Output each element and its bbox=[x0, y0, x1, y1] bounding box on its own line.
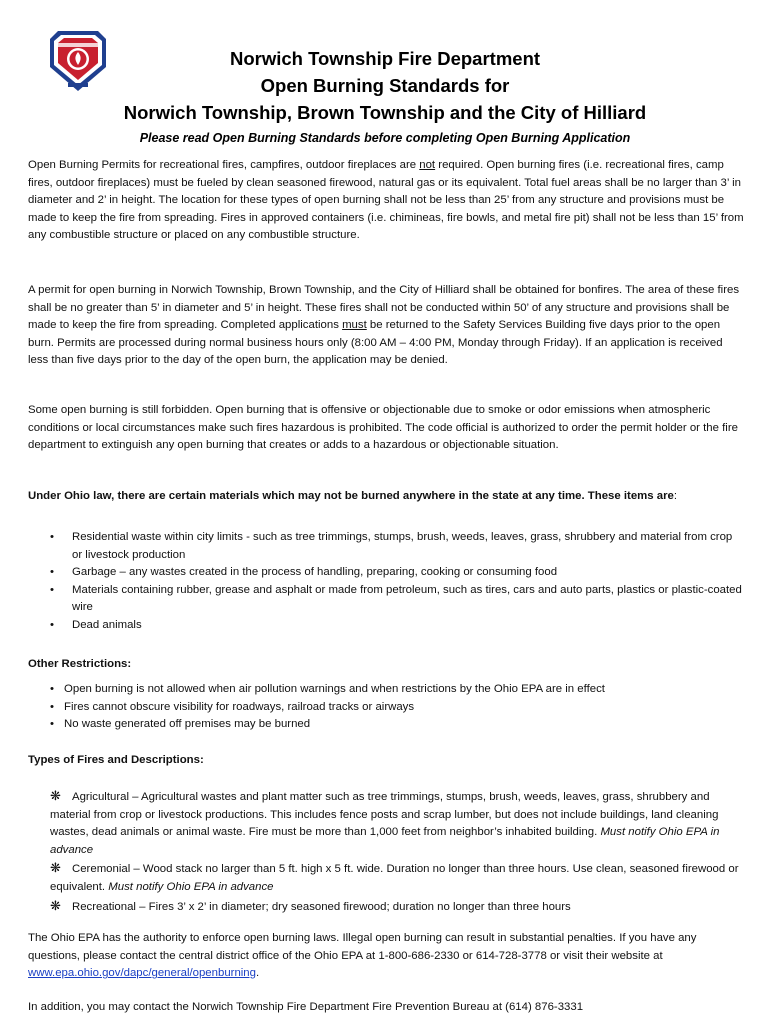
list-item bbox=[28, 681, 744, 699]
list-item bbox=[28, 859, 744, 896]
ohio-law-colon: : bbox=[673, 490, 678, 502]
material-item: Residential waste within city limits - such as tree trimmings, stumps, brush, weeds, leaves, grass, shrubbery and material from crop or livestock production bbox=[72, 531, 733, 561]
other-restrictions-heading: Other Restrictions: bbox=[28, 658, 132, 670]
list-item bbox=[28, 564, 744, 582]
bullet-icon: • bbox=[50, 566, 54, 579]
fire-type-note: Must notify Ohio EPA in advance bbox=[50, 826, 720, 856]
material-item: Garbage – any wastes created in the process of handling, preparing, cooking or consuming food bbox=[72, 566, 558, 579]
asterisk-icon: ❋ bbox=[50, 788, 61, 803]
restriction-item: No waste generated off premises may be burned bbox=[64, 718, 311, 731]
p2-text-b: be returned to the Safety Services Building five days prior to the open burn. Permits are processed during normal business hours only (8:00 AM – 4:00 PM, Monday through Friday). If an application is received less than five days prior to the day of the open burn, the application may be denied. bbox=[28, 319, 723, 367]
list-item bbox=[28, 617, 744, 635]
asterisk-icon: ❋ bbox=[50, 860, 61, 876]
list-item bbox=[28, 582, 744, 617]
bullet-icon: • bbox=[50, 531, 54, 543]
restriction-item: Open burning is not allowed when air pollution warnings and when restrictions by the Ohio EPA are in effect bbox=[64, 683, 605, 695]
title-line-2: Open Burning Standards for bbox=[260, 75, 510, 96]
fire-type-note: Must notify Ohio EPA in advance bbox=[108, 880, 274, 893]
contact-statement: In addition, you may contact the Norwich Township Fire Department Fire Prevention Bureau at (614) 876-3331 bbox=[28, 1001, 584, 1013]
fire-type-text: Ceremonial – Wood stack no larger than 5 ft. high x 5 ft. wide. Duration no longer than three hours. Use clean, seasoned firewood or equivalent. bbox=[50, 863, 739, 893]
fire-type-text: Recreational – Fires 3’ x 2’ in diameter; dry seasoned firewood; duration no longer than three hours bbox=[72, 900, 571, 913]
other-restrictions-list bbox=[28, 681, 744, 734]
p2-underline: must bbox=[342, 319, 367, 332]
bullet-icon: • bbox=[50, 618, 54, 631]
p1-text-b: required. Open burning fires (i.e. recreational fires, camp fires, outdoor fireplaces) must be fueled by clean seasoned firewood, natural gas or its equivalent. Total fuel areas shall be no larger than 3’ in diameter and 2’ in height. The location for these types of open burning shall not be less than 25’ from any structure and provisions must be made to keep the fire from spreading. Fires in approved containers (i.e. chimineas, fire bowls, and metal fire pit) shall not be less than 15’ from any combustible structure or placed on any combustible structure. bbox=[28, 159, 744, 242]
p2-text-a: A permit for open burning in Norwich Township, Brown Township, and the City of Hilliard shall be obtained for bonfires. The area of these fires shall be no greater than 5’ in diameter and 5’ in height. These fires shall not be conducted within 50’ of any structure and provisions shall be made to keep the fire from spreading. Completed applications bbox=[28, 284, 740, 332]
restriction-item: Fires cannot obscure visibility for roadways, railroad tracks or airways bbox=[64, 700, 415, 713]
paragraph-bonfire-permit bbox=[28, 282, 744, 370]
list-item bbox=[28, 699, 744, 717]
title-line-1: Norwich Township Fire Department bbox=[229, 48, 541, 69]
paragraph-recreational-fires bbox=[28, 157, 744, 245]
epa-website-link[interactable]: www.epa.ohio.gov/dapc/general/openburning bbox=[28, 967, 256, 980]
list-item bbox=[28, 787, 744, 859]
bullet-icon: • bbox=[50, 718, 54, 731]
prohibited-materials-list bbox=[28, 529, 744, 635]
list-item bbox=[28, 716, 744, 734]
fire-type-text: Agricultural – Agricultural wastes and plant matter such as tree trimmings, stumps, brush, weeds, leaves, grass, shrubbery and material from crop or livestock productions. This includes fence posts and scrap lumber, but does not include buildings, land cleaning wastes, dead animals or animal waste. Fire must be more than 1,000 feet from neighbor’s inhabited building. bbox=[50, 791, 719, 839]
fire-types-heading: Types of Fires and Descriptions: bbox=[28, 754, 204, 766]
material-item: Materials containing rubber, grease and asphalt or made from petroleum, such as tires, cars and auto parts, plastics or plastic-coated wire bbox=[72, 583, 742, 614]
epa-text-b: . bbox=[255, 967, 260, 980]
ohio-law-statement bbox=[28, 488, 744, 506]
fire-types-list bbox=[28, 787, 744, 916]
bullet-icon: • bbox=[50, 700, 54, 713]
epa-paragraph bbox=[28, 930, 744, 983]
title-line-3: Norwich Township, Brown Township and the City of Hilliard bbox=[123, 102, 647, 123]
bullet-icon: • bbox=[50, 583, 54, 596]
p1-text-a: Open Burning Permits for recreational fires, campfires, outdoor fireplaces are bbox=[28, 159, 420, 171]
paragraph-forbidden-burning: Some open burning is still forbidden. Open burning that is offensive or objectionable due to smoke or odor emissions when atmospheric conditions or local circumstances make such fires hazardous is prohibited. The code official is authorized to order the permit holder or the fire department to extinguish any open burning that creates or adds to a hazardous or objectionable situation. bbox=[28, 404, 738, 452]
ohio-law-text: Under Ohio law, there are certain materials which may not be burned anywhere in the state at any time. These items are bbox=[28, 490, 674, 502]
bullet-icon: • bbox=[50, 683, 54, 695]
subtitle: Please read Open Burning Standards before completing Open Burning Application bbox=[139, 131, 631, 145]
list-item bbox=[28, 897, 744, 917]
asterisk-icon: ❋ bbox=[50, 897, 61, 913]
epa-text-a: The Ohio EPA has the authority to enforce open burning laws. Illegal open burning can result in substantial penalties. If you have any questions, please contact the central district office of the Ohio EPA at 1-800-686-2330 or 614-728-3778 or visit their website at bbox=[28, 932, 697, 962]
p1-underline: not bbox=[419, 159, 436, 171]
list-item bbox=[28, 529, 744, 564]
material-item: Dead animals bbox=[72, 618, 142, 631]
